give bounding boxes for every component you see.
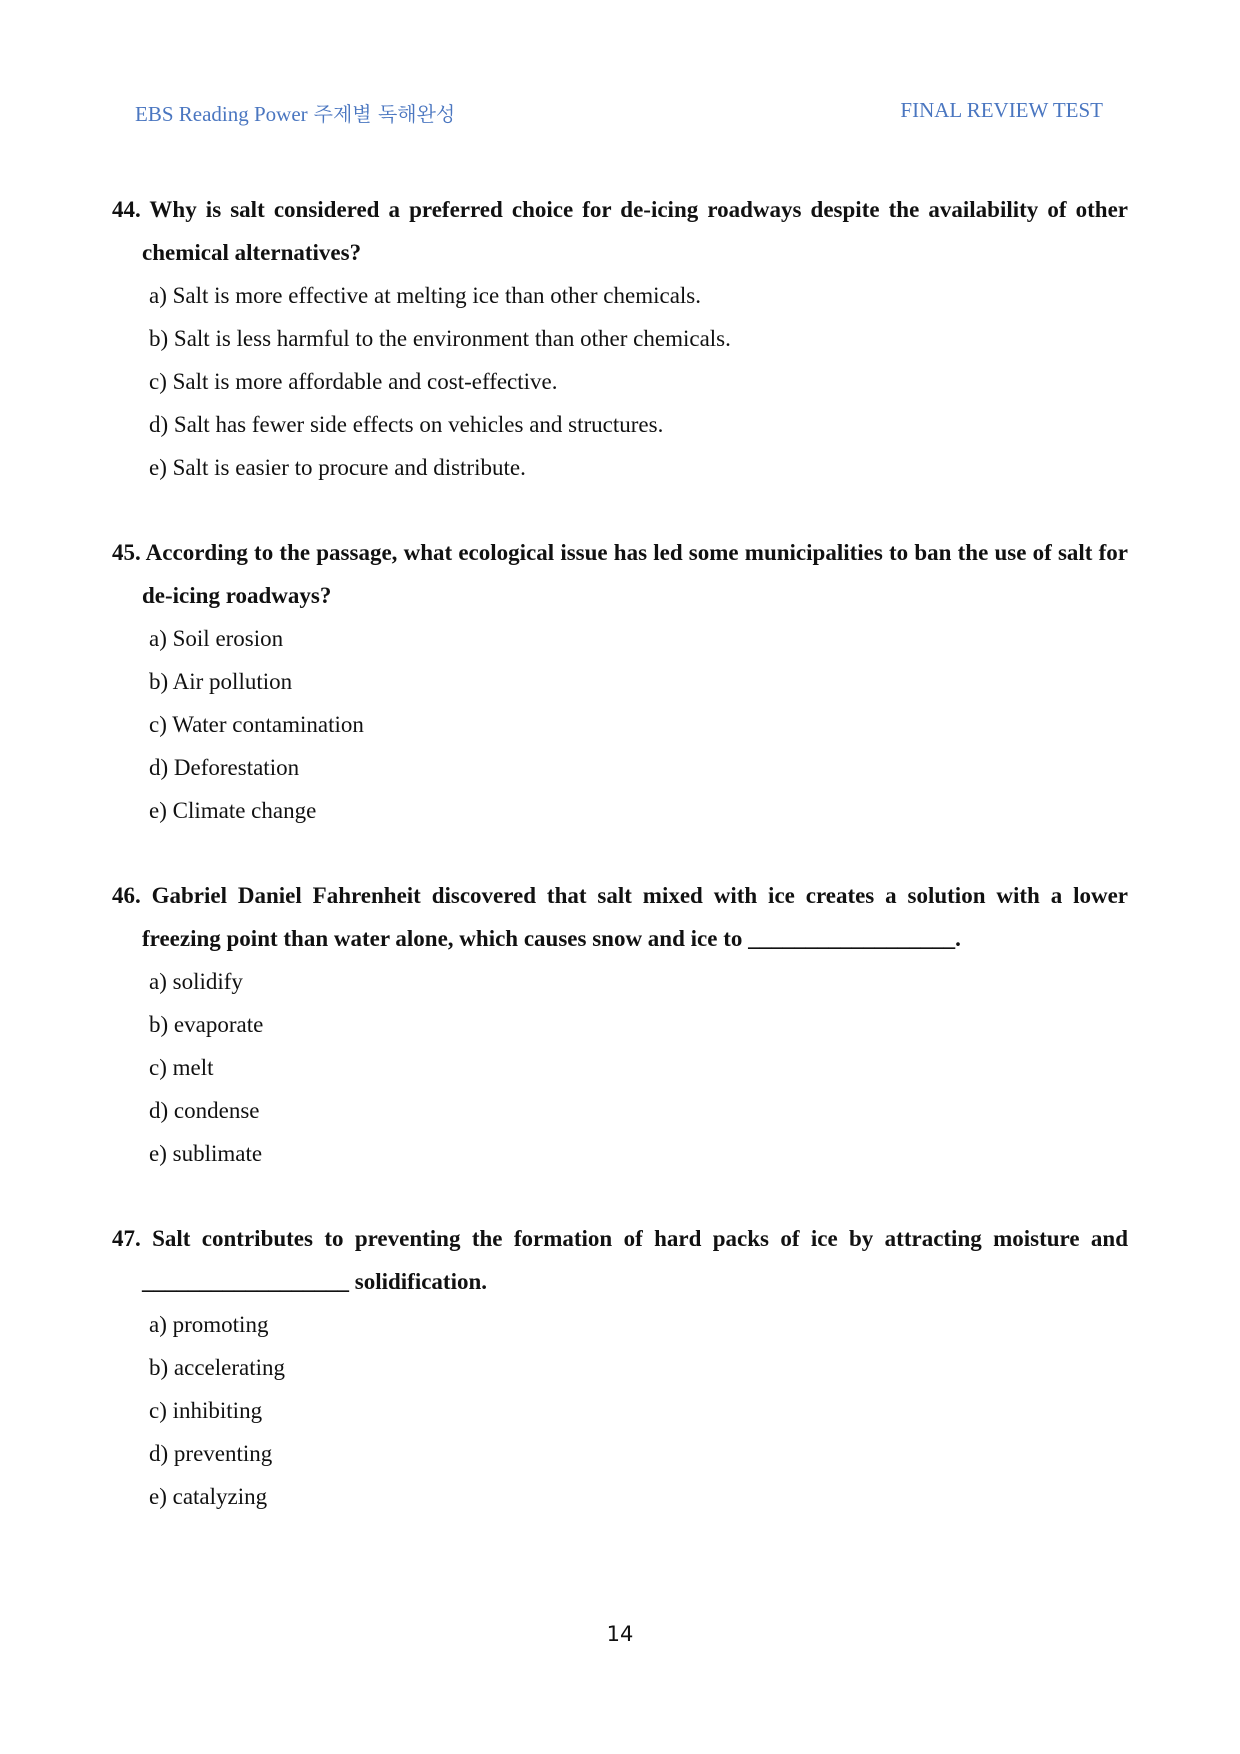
header-section-title: FINAL REVIEW TEST: [900, 98, 1103, 122]
answer-option-c: c) Water contamination: [149, 712, 364, 737]
answer-option-d: d) condense: [149, 1098, 260, 1123]
answer-option-b: b) evaporate: [149, 1012, 264, 1037]
question-45: [112, 531, 1128, 832]
answer-option-a: a) Soil erosion: [149, 626, 284, 651]
question-text: 45. According to the passage, what ecological issue has led some municipalities to ban the use of salt for de-icing roadways?: [112, 540, 1128, 608]
header-book-title-en: EBS Reading Power: [135, 102, 308, 126]
answer-option-e: e) catalyzing: [149, 1484, 268, 1509]
answer-option-a: a) promoting: [149, 1312, 269, 1337]
answer-option-d: d) Deforestation: [149, 755, 300, 780]
answer-option-a: a) Salt is more effective at melting ice than other chemicals.: [149, 283, 701, 308]
answer-option-d: d) Salt has fewer side effects on vehicles and structures.: [149, 412, 664, 437]
answer-option-e: e) Salt is easier to procure and distribute.: [149, 455, 526, 480]
question-44: [112, 188, 1128, 489]
page-number: 14: [606, 1622, 634, 1646]
question-47: [112, 1217, 1128, 1518]
answer-option-c: c) Salt is more affordable and cost-effective.: [149, 369, 558, 394]
answer-option-c: c) inhibiting: [149, 1398, 263, 1423]
answer-options: [112, 617, 1128, 832]
question-list: [112, 188, 1128, 1560]
answer-option-e: e) sublimate: [149, 1141, 263, 1166]
answer-option-d: d) preventing: [149, 1441, 273, 1466]
header-book-title-ko: 주제별 독해완성: [313, 102, 456, 126]
answer-options: [112, 274, 1128, 489]
question-46: [112, 874, 1128, 1175]
page-header: [135, 98, 1103, 128]
answer-option-c: c) melt: [149, 1055, 214, 1080]
answer-option-b: b) accelerating: [149, 1355, 285, 1380]
answer-options: [112, 1303, 1128, 1518]
answer-option-e: e) Climate change: [149, 798, 317, 823]
answer-option-a: a) solidify: [149, 969, 243, 994]
question-text: 47. Salt contributes to preventing the formation of hard packs of ice by attracting moisture and __________________ solidification.: [112, 1226, 1128, 1294]
header-book-title: [135, 98, 455, 127]
answer-option-b: b) Salt is less harmful to the environment than other chemicals.: [149, 326, 731, 351]
question-text: 44. Why is salt considered a preferred choice for de-icing roadways despite the availability of other chemical alternatives?: [112, 197, 1128, 265]
answer-options: [112, 960, 1128, 1175]
answer-option-b: b) Air pollution: [149, 669, 293, 694]
question-text: 46. Gabriel Daniel Fahrenheit discovered that salt mixed with ice creates a solution with a lower freezing point than water alone, which causes snow and ice to __________________.: [112, 883, 1128, 951]
